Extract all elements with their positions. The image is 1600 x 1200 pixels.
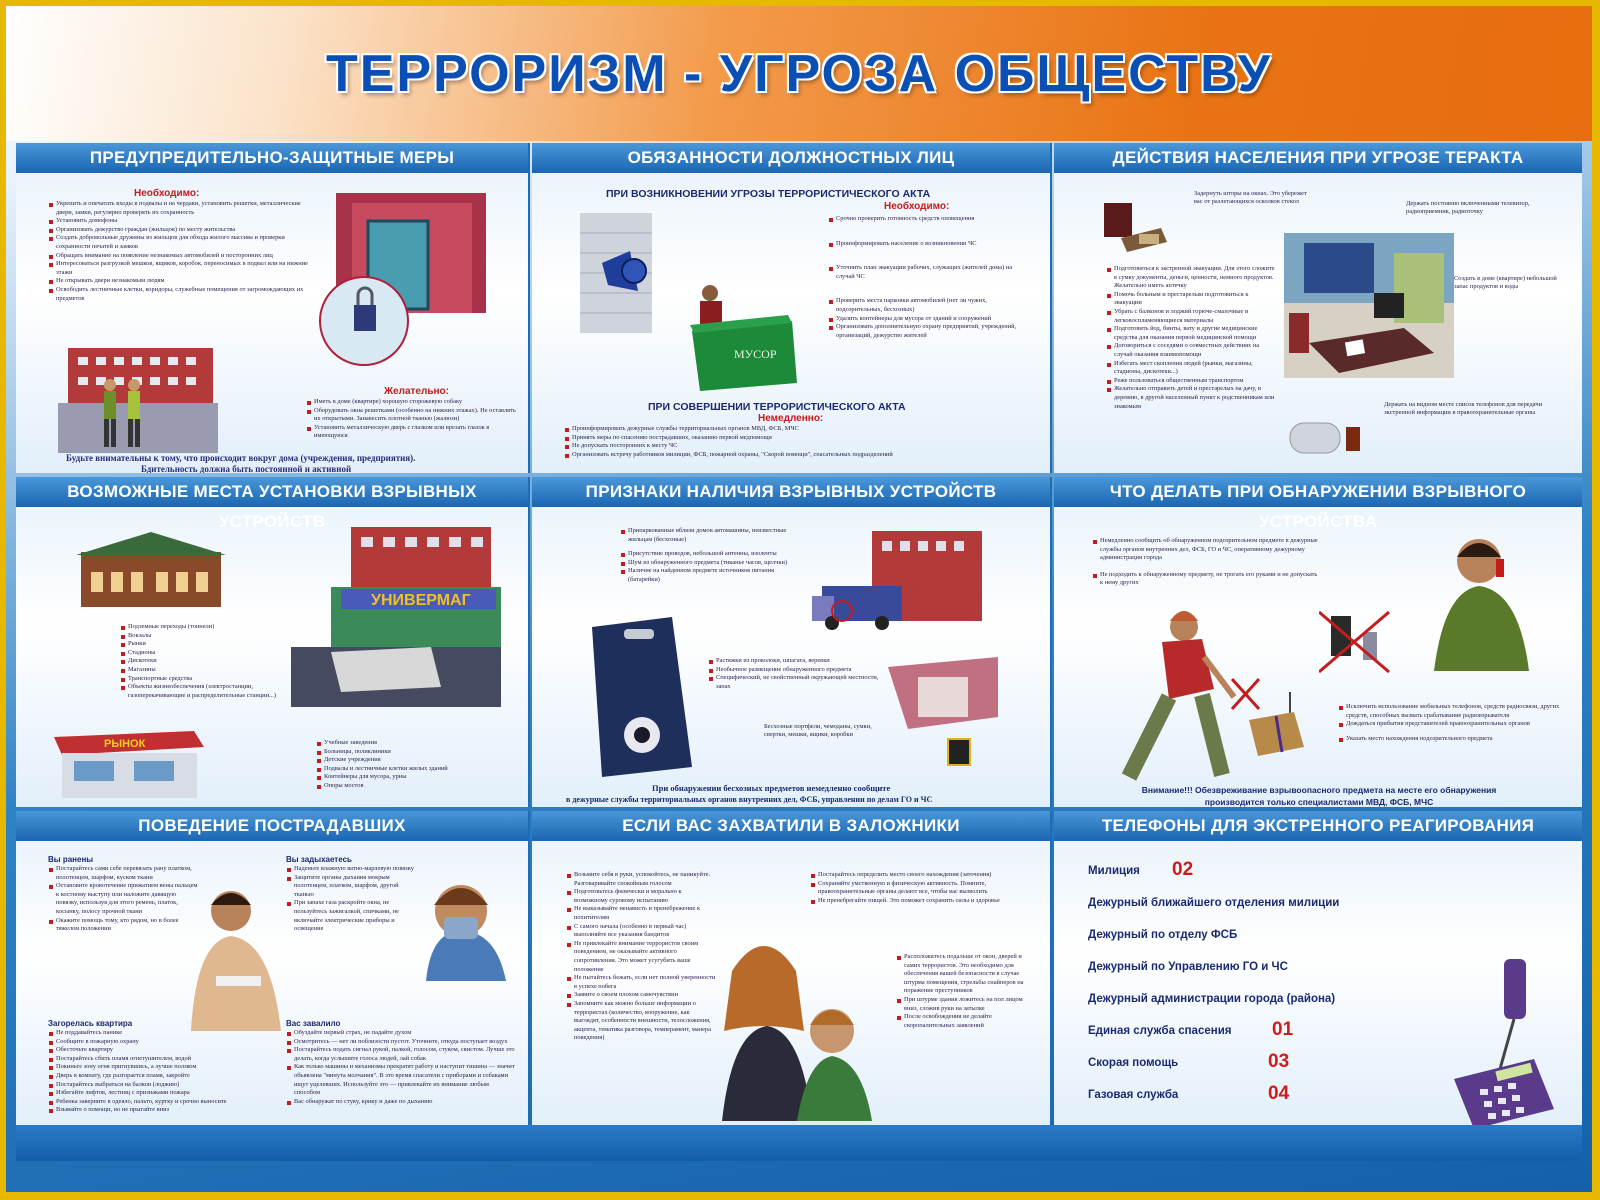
list-item: Дверь в комнату, где разгорается пламя, закройте: [48, 1072, 258, 1081]
list-item: Дождаться прибытия представителей правоохранительных органов: [1338, 720, 1568, 729]
list-item: Указать место нахождения подозрительного предмета: [1338, 735, 1568, 744]
phone-number-police: 02: [1172, 859, 1194, 880]
phone-label-rescue: Единая служба спасения: [1088, 1025, 1232, 1037]
preparation-list: [1106, 265, 1276, 411]
stairwell-illustration: [888, 657, 1008, 777]
list-item: Реже пользоваться общественным транспортом: [1106, 377, 1276, 386]
curtains-note: Задернуть шторы на окнах. Это убережет вас от разлетающихся осколков стекол: [1194, 190, 1307, 206]
list-item: Оборудовать окна решетками (особенно на нижних этажах). Не оставлять их открытыми. Занавесить плотной тканью (жалюзи): [306, 407, 516, 424]
list-item: Постарайтесь сами себе перевязать рану платком, полотенцем, шарфом, куском ткани: [48, 865, 198, 882]
locations-list-2: [316, 739, 516, 791]
vigilance-line-1: Будьте внимательны к тому, что происходит вокруг дома (учреждения, предприятия).: [66, 453, 416, 463]
list-item: Установить металлическую дверь с глазком или врезать глазок в имеющуюся: [306, 424, 516, 441]
panel-heading: ПОВЕДЕНИЕ ПОСТРАДАВШИХ: [16, 811, 528, 841]
list-item: Заявите о своем плохом самочувствии: [566, 991, 716, 1000]
found-device-list-bottom: [1338, 703, 1568, 743]
list-item: Избегать мест скопления людей (рынки, магазины, стадионы, дискотеки...): [1106, 360, 1276, 377]
list-item: Не пытайтесь бежать, если нет полной уверенности в успехе побега: [566, 974, 716, 991]
list-item: Удалить контейнеры для мусора от зданий и сооружений: [828, 315, 1028, 324]
list-item: Интересоваться разгрузкой мешков, ящиков, коробок, переносимых в подвал или на нижние этажи: [48, 260, 310, 277]
list-item: Специфический, не свойственный окружающей местности, запах: [708, 674, 888, 691]
panel-victims-behavior: [16, 811, 530, 1125]
panel-population-actions: [1054, 143, 1582, 473]
list-item: Создать добровольные дружины из жильцов для обхода жилого массива и проверки сохранности печатей и замков: [48, 234, 310, 251]
poster-title: ТЕРРОРИЗМ - УГРОЗА ОБЩЕСТВУ: [325, 45, 1273, 103]
list-item: Принять меры по спасению пострадавших, оказанию первой медпомощи: [564, 434, 1034, 443]
signs-list-mid: [708, 657, 888, 691]
list-item: Проинформировать дежурные службы территориальных органов МВД, ФСБ, МЧС: [564, 425, 1034, 434]
documents-illustration: [1099, 198, 1179, 258]
rubble-label: Вас завалило: [286, 1019, 341, 1028]
door-illustration: [316, 193, 496, 383]
list-item: Подготовиться к экстренной эвакуации. Для этого сложите в сумку документы, деньги, ценности, немного продуктов. Желательно иметь аптечку: [1106, 265, 1276, 291]
abandoned-items-note: Бесхозные портфели, чемоданы, сумки, свертки, мешки, ящики, коробки: [764, 723, 872, 739]
list-item: Подземные переходы (тоннели): [120, 623, 300, 632]
list-item: Проверить места парковки автомобилей (нет ли чужих, подозрительных, бесхозных): [828, 297, 1028, 314]
panel-heading: ЕСЛИ ВАС ЗАХВАТИЛИ В ЗАЛОЖНИКИ: [532, 811, 1050, 841]
phone-label-local-police: Дежурный ближайшего отделения милиции: [1088, 897, 1340, 909]
building-people-illustration: [58, 343, 218, 453]
list-item: Учебные заведения: [316, 739, 516, 748]
list-item: Не подходить к обнаруженному предмету, не трогать его руками и не допускать к нему других: [1092, 571, 1322, 588]
report-line-1: При обнаружении бесхозных предметов немедленно сообщите: [652, 783, 891, 793]
hostage-list-right: [810, 871, 1030, 905]
title-banner: [6, 6, 1592, 141]
panel-explosive-signs: [532, 477, 1052, 807]
act-list: [564, 425, 1034, 459]
list-item: Организовать дополнительную охрану предприятий, учреждений, организаций, дежурство жителей: [828, 323, 1028, 340]
list-item: Присутствие проводов, небольшой антенны, изоленты: [620, 550, 800, 559]
truck-building-illustration: [812, 531, 987, 641]
list-item: Вокзалы: [120, 632, 300, 641]
locations-list-1: [120, 623, 300, 700]
list-item: Сообщите в пожарную охрану: [48, 1038, 258, 1047]
panel-found-device-actions: [1054, 477, 1582, 807]
station-illustration: [76, 527, 226, 617]
parcel-illustration: [1244, 692, 1314, 762]
man-on-phone-illustration: [1424, 531, 1554, 671]
warning-line-1: Внимание!!! Обезвреживание взрывоопасного предмета на месте его обнаружения: [1141, 785, 1497, 795]
list-item: Обращать внимание на появление незнакомых автомобилей и посторонних лиц: [48, 252, 310, 261]
want-label: Желательно:: [384, 386, 449, 397]
list-item: Вас обнаружат по стуку, крику и даже по дыханию: [286, 1098, 516, 1107]
list-item: Не привлекайте внимание террористов своим поведением, не оказывайте активного сопротивления. Это может усугубить ваше положение: [566, 940, 716, 974]
hostage-list-left: [566, 871, 716, 1043]
list-item: Постарайтесь определить место своего нахождения (заточения): [810, 871, 1030, 880]
list-item: Стадионы: [120, 649, 300, 658]
list-item: Постарайтесь выбраться на балкон (лоджию): [48, 1081, 258, 1090]
list-item: Опоры мостов: [316, 782, 516, 791]
list-item: Иметь в доме (квартире) хорошую сторожевую собаку: [306, 398, 516, 407]
panel-heading: ПРЕДУПРЕДИТЕЛЬНО-ЗАЩИТНЫЕ МЕРЫ: [16, 143, 528, 173]
panel-heading: ТЕЛЕФОНЫ ДЛЯ ЭКСТРЕННОГО РЕАГИРОВАНИЯ: [1054, 811, 1582, 841]
hostages-illustration: [702, 921, 892, 1121]
suspicious-bag-illustration: [572, 617, 702, 787]
list-item: Подвалы и лестничные клетки жилых зданий: [316, 765, 516, 774]
list-item: Защитите органы дыхания мокрым полотенцем, платком, шарфом, другой тканью: [286, 874, 416, 900]
phone-number-ambulance: 03: [1268, 1051, 1290, 1072]
list-item: Припаркованные вблизи домов автомашины, неизвестные жильцам (бесхозные): [620, 527, 800, 544]
smoke-label: Вы задыхаетесь: [286, 855, 352, 864]
threat-title: ПРИ ВОЗНИКНОВЕНИИ УГРОЗЫ ТЕРРОРИСТИЧЕСКОГО АКТА: [606, 188, 931, 200]
list-item: Помочь больным и престарелым подготовиться к эвакуации: [1106, 291, 1276, 308]
phone-label-city-admin: Дежурный администрации города (района): [1088, 993, 1336, 1005]
list-item: Остановите кровотечение прижатием вены пальцем к костному выступу или наложите давящую повязку, используя для этого ремень, платок, косынку, полосу прочной ткани: [48, 882, 198, 916]
list-item: При штурме здания ложитесь на пол лицом вниз, сложив руки на затылке: [896, 996, 1030, 1013]
rubble-list: [286, 1029, 516, 1106]
list-item: Запомните как можно больше информации о террористах (количество, вооружение, как выглядят, особенности внешности, телосложения, акцента, тематика разговора, темперамент, манера поведения): [566, 1000, 716, 1043]
panel-explosive-locations: [16, 477, 530, 807]
list-item: Как только машины и механизмы прекратят работу и наступит тишина — значит объявлена "минута молчания". В это время спасатели с приборами и собаками ищут уцелевших. Используйте это — привлекайте их внимание любым способом: [286, 1063, 516, 1097]
department-store-illustration: [291, 527, 501, 707]
list-item: Постарайтесь подать сигнал рукой, палкой, голосом, стуком, свистом. Лучше это делать, когда услышите голоса людей, лай собак: [286, 1046, 516, 1063]
list-item: Немедленно сообщить об обнаруженном подозрительном предмете в дежурные службы органов внутренних дел, ФСБ, ГО и ЧС, оперативному дежурному администрации города: [1092, 537, 1322, 563]
room-illustration: [1284, 233, 1454, 378]
first-aid-illustration: [1280, 413, 1370, 473]
panel-heading: ВОЗМОЖНЫЕ МЕСТА УСТАНОВКИ ВЗРЫВНЫХ УСТРОЙСТВ: [16, 477, 528, 507]
food-reserve-note: Создать в доме (квартире) небольшой запас продуктов и воды: [1454, 275, 1557, 291]
list-item: Срочно проверить готовность средств оповещения: [828, 215, 1028, 224]
list-item: Исключить использование мобильных телефонов, средств радиосвязи, других средств, способных вызвать срабатывание радиовзрывателя: [1338, 703, 1568, 720]
phone-label-police: Милиция: [1088, 865, 1140, 877]
list-item: Договориться с соседями о совместных действиях на случай оказания взаимопомощи: [1106, 342, 1276, 359]
market-sign: РЫНОК: [104, 738, 146, 750]
smoke-list: [286, 865, 416, 934]
act-label: Немедленно:: [758, 413, 824, 424]
panel-preventive-measures: [16, 143, 530, 473]
list-item: Транспортные средства: [120, 675, 300, 684]
alarm-and-bin-illustration: [572, 213, 802, 403]
panel-emergency-phones: [1054, 811, 1582, 1125]
hostage-list-right-2: [896, 953, 1030, 1030]
list-item: После освобождения не делайте скоропалительных заявлений: [896, 1013, 1030, 1030]
list-item: Обесточьте квартиру: [48, 1046, 258, 1055]
need-list: [48, 200, 310, 303]
threat-list: [828, 215, 1028, 340]
list-item: Наденьте влажную ватно-марлевую повязку: [286, 865, 416, 874]
list-item: Окажите помощь тому, кто рядом, но в более тяжелом положении: [48, 917, 198, 934]
list-item: Объекты жизнеобеспечения (электростанции, газоперекачивающие и распределительные станции...): [120, 683, 300, 700]
list-item: Покиньте зону огня пригнувшись, а лучше ползком: [48, 1063, 258, 1072]
list-item: Дискотеки: [120, 657, 300, 666]
panel-heading: ДЕЙСТВИЯ НАСЕЛЕНИЯ ПРИ УГРОЗЕ ТЕРАКТА: [1054, 143, 1582, 173]
list-item: При запахе газа раскройте окна, не пользуйтесь зажигалкой, спичками, не включайте электрические приборы и освещение: [286, 899, 416, 933]
list-item: Контейнеры для мусора, урны: [316, 773, 516, 782]
tv-note: Держать постоянно включенными телевизор, радиоприемник, радиоточку: [1406, 200, 1530, 216]
phone-number-rescue: 01: [1272, 1019, 1294, 1040]
threat-label: Необходимо:: [884, 201, 950, 212]
phone-label-gas: Газовая служба: [1088, 1089, 1179, 1101]
list-item: Не выказывайте ненависть и пренебрежение к похитителям: [566, 905, 716, 922]
list-item: Постарайтесь сбить пламя огнетушителем, водой: [48, 1055, 258, 1064]
bottom-band: [16, 1125, 1582, 1161]
found-device-list-top: [1092, 537, 1322, 588]
wounded-label: Вы ранены: [48, 855, 94, 864]
list-item: Расположитесь подальше от окон, дверей и самих террористов. Это необходимо для обеспечения вашей безопасности в случае штурма помещения, стрельбы снайперов на поражение преступников: [896, 953, 1030, 996]
panel-heading: ОБЯЗАННОСТИ ДОЛЖНОСТНЫХ ЛИЦ: [532, 143, 1050, 173]
act-title: ПРИ СОВЕРШЕНИИ ТЕРРОРИСТИЧЕСКОГО АКТА: [648, 401, 906, 413]
list-item: Организовать встречу работников милиции, ФСБ, пожарной охраны, "Скорой помощи", спасательных подразделений: [564, 451, 1034, 460]
list-item: Больницы, поликлиники: [316, 748, 516, 757]
list-item: Укрепить и опечатать входы в подвалы и на чердаки, установить решетки, металлические двери, замки, регулярно проверять их сохранность: [48, 200, 310, 217]
list-item: Не поддавайтесь панике: [48, 1029, 258, 1038]
report-line-2: в дежурные службы территориальных органов внутренних дел, ФСБ, управлении по делам ГО и ЧС: [566, 795, 933, 804]
list-item: Желательно отправить детей и престарелых на дачу, в деревню, в другой населенный пункт к родственникам или знакомым: [1106, 385, 1276, 411]
bin-label: МУСОР: [734, 347, 777, 361]
phone-list-note: Держать на видном месте список телефонов для передачи экстренной информации в правоохранительные органы: [1384, 401, 1542, 417]
mask-person-illustration: [416, 871, 516, 981]
list-item: Осмотритесь — нет ли поблизости пустот. Уточните, откуда поступает воздух: [286, 1038, 516, 1047]
list-item: Установить домофоны: [48, 217, 310, 226]
need-label: Необходимо:: [134, 188, 200, 199]
list-item: Подготовьтесь физически и морально к возможному суровому испытанию: [566, 888, 716, 905]
list-item: Не открывать двери незнакомым людям: [48, 277, 310, 286]
market-illustration: [54, 717, 204, 802]
phone-number-gas: 04: [1268, 1083, 1290, 1104]
injured-man-illustration: [186, 881, 286, 1031]
panel-hostage: [532, 811, 1052, 1125]
telephone-icon: [1444, 959, 1564, 1125]
list-item: Ребенка заверните в одеяло, пальто, куртку и срочно выносите: [48, 1098, 258, 1107]
no-phones-illustration: [1319, 602, 1399, 682]
list-item: С самого начала (особенно в первый час) выполняйте все указания бандитов: [566, 923, 716, 940]
list-item: Сохраняйте умственную и физическую активность. Помните, правоохранительные органы делают все, чтобы вас вызволить: [810, 880, 1030, 897]
list-item: Детские учреждения: [316, 756, 516, 765]
list-item: Взывайте о помощи, но не прыгайте вниз: [48, 1106, 258, 1115]
list-item: Растяжки из проволоки, шпагата, веревки: [708, 657, 888, 666]
poster: [6, 6, 1592, 1192]
panel-grid: [16, 143, 1582, 1161]
vigilance-line-2: Бдительность должна быть постоянной и активной: [141, 464, 352, 473]
list-item: Избегайте лифтов, лестниц с признаками пожара: [48, 1089, 258, 1098]
phone-label-fsb: Дежурный по отделу ФСБ: [1088, 929, 1238, 941]
fire-label: Загорелась квартира: [48, 1019, 133, 1028]
list-item: Уточнить план эвакуации рабочих, служащих (жителей дома) на случай ЧС: [828, 264, 1028, 281]
want-list: [306, 398, 516, 441]
fire-list: [48, 1029, 258, 1115]
list-item: Шум из обнаруженного предмета (тиканье часов, щелчки): [620, 559, 800, 568]
list-item: Подготовить йод, бинты, вату и другие медицинские средства для оказания первой медицинской помощи: [1106, 325, 1276, 342]
panel-officials-duties: [532, 143, 1052, 473]
phone-label-civil-defense: Дежурный по Управлению ГО и ЧС: [1088, 961, 1288, 973]
panel-heading: ПРИЗНАКИ НАЛИЧИЯ ВЗРЫВНЫХ УСТРОЙСТВ: [532, 477, 1050, 507]
list-item: Освободить лестничные клетки, коридоры, служебные помещения от загромождающих их предметов: [48, 286, 310, 303]
list-item: Не допускать посторонних к месту ЧС: [564, 442, 1034, 451]
list-item: Необычное размещение обнаруженного предмета: [708, 666, 888, 675]
store-sign: УНИВЕРМАГ: [371, 592, 471, 609]
wounded-list: [48, 865, 198, 934]
warning-line-2: производится только специалистами МВД, ФСБ, МЧС: [1204, 797, 1434, 807]
phone-label-ambulance: Скорая помощь: [1088, 1057, 1179, 1069]
list-item: Рынки: [120, 640, 300, 649]
list-item: Обуздайте первый страх, не падайте духом: [286, 1029, 516, 1038]
list-item: Проинформировать население о возникновении ЧС: [828, 240, 1028, 249]
list-item: Не пренебрегайте пищей. Это поможет сохранить силы и здоровье: [810, 897, 1030, 906]
list-item: Возьмите себя в руки, успокойтесь, не паникуйте. Разговаривайте спокойным голосом: [566, 871, 716, 888]
list-item: Наличие на найденном предмете источников питания (батарейки): [620, 567, 800, 584]
panel-heading: ЧТО ДЕЛАТЬ ПРИ ОБНАРУЖЕНИИ ВЗРЫВНОГО УСТРОЙСТВА: [1054, 477, 1582, 507]
list-item: Организовать дежурство граждан (жильцов) по месту жительства: [48, 226, 310, 235]
list-item: Убрать с балконов и лоджий горюче-смазочные и легковоспламеняющиеся материалы: [1106, 308, 1276, 325]
list-item: Магазины: [120, 666, 300, 675]
signs-list-top: [620, 527, 800, 585]
